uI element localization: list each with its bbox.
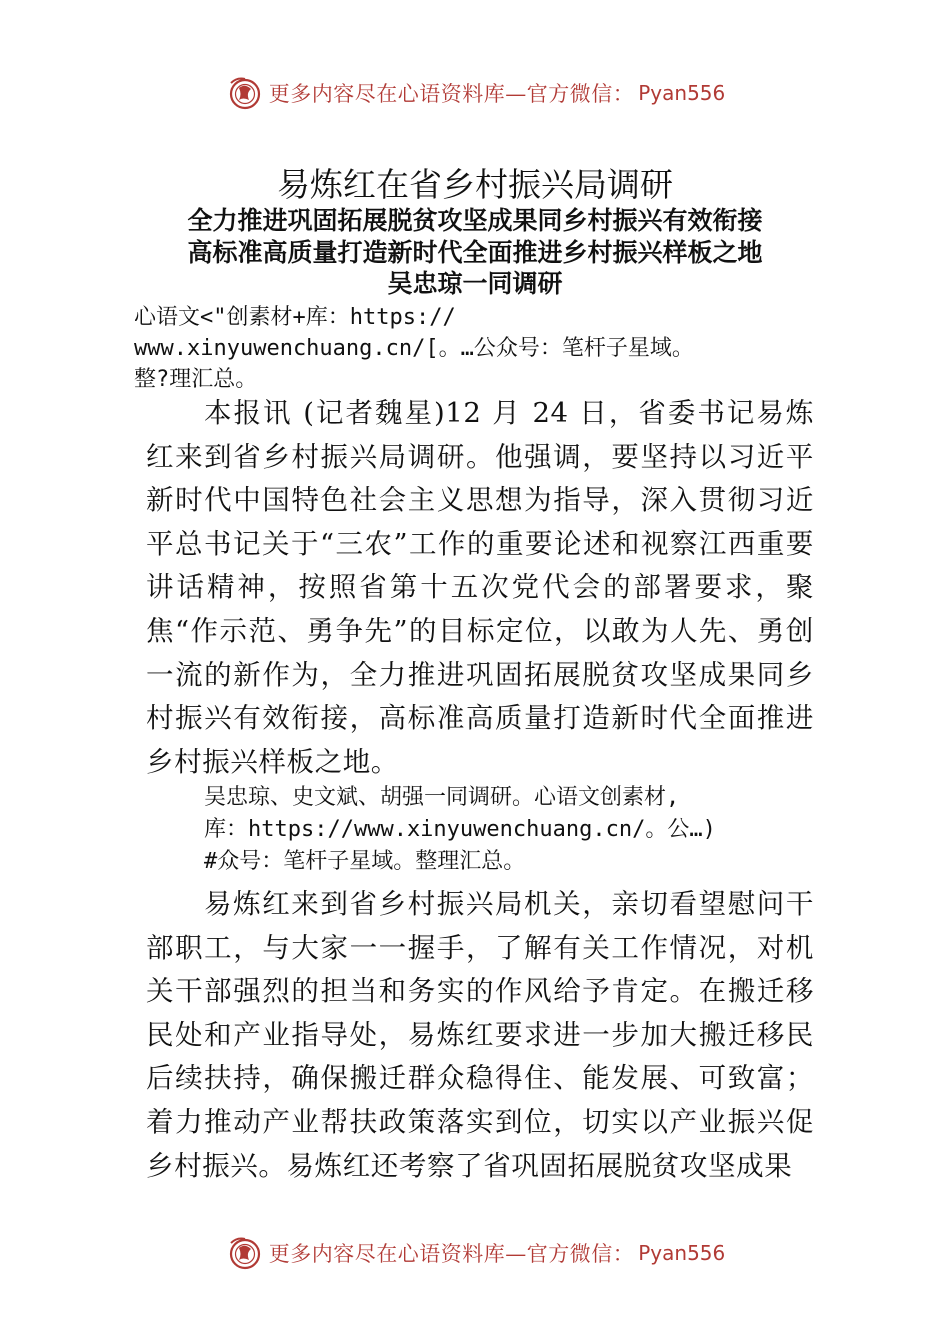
article-subtitle-3: 吴忠琼一同调研 <box>387 269 563 298</box>
article-title: 易炼红在省乡村振兴局调研 <box>277 165 673 204</box>
banner-text: 更多内容尽在心语资料库—官方微信： <box>268 1242 635 1266</box>
article-subtitle-1: 全力推进巩固拓展脱贫攻坚成果同乡村振兴有效衔接 <box>187 206 763 235</box>
banner-text: 更多内容尽在心语资料库—官方微信： <box>268 82 635 106</box>
banner-wechat-id: Pyan556 <box>638 1241 726 1265</box>
attendees-note: 吴忠琼、史文斌、胡强一同调研。心语文创素材, 库：https://www.xinyuwenchuang.cn/。公…) #众号：笔杆子星域。整理汇总。 <box>204 785 716 874</box>
header-banner <box>0 68 950 118</box>
banner-wechat-id: Pyan556 <box>638 81 726 105</box>
body-paragraph-2: 易炼红来到省乡村振兴局机关，亲切看望慰问干部职工，与大家一一握手，了解有关工作情况，对机关干部强烈的担当和务实的作风给予肯定。在搬迁移民处和产业指导处，易炼红要求进一步加大搬迁移民后续扶持，确保搬迁群众稳得住、能发展、可致富；着力推动产业帮扶政策落实到位，切实以产业振兴促乡村振兴。易炼红还考察了省巩固拓展脱贫攻坚成果 <box>146 888 814 1182</box>
circular-seal-logo-icon <box>225 1233 265 1273</box>
body-paragraph-1: 本报讯 (记者魏星)12 月 24 日，省委书记易炼红来到省乡村振兴局调研。他强调，要坚持以习近平新时代中国特色社会主义思想为指导，深入贯彻习近平总书记关于“三农”工作的重要论述和视察江西重要讲话精神，按照省第十五次党代会的部署要求，聚焦“作示范、勇争先”的目标定位，以敢为人先、勇创一流的新作为，全力推进巩固拓展脱贫攻坚成果同乡村振兴有效衔接，高标准高质量打造新时代全面推进乡村振兴样板之地。 <box>146 397 814 778</box>
circular-seal-logo-icon <box>225 73 265 113</box>
footer-banner <box>0 1228 950 1278</box>
source-note: 心语文<"创素材+库：https:// www.xinyuwenchuang.cn/[。…公众号：笔杆子星域。 整?理汇总。 <box>134 305 694 392</box>
article-subtitle-2: 高标准高质量打造新时代全面推进乡村振兴样板之地 <box>187 238 763 267</box>
